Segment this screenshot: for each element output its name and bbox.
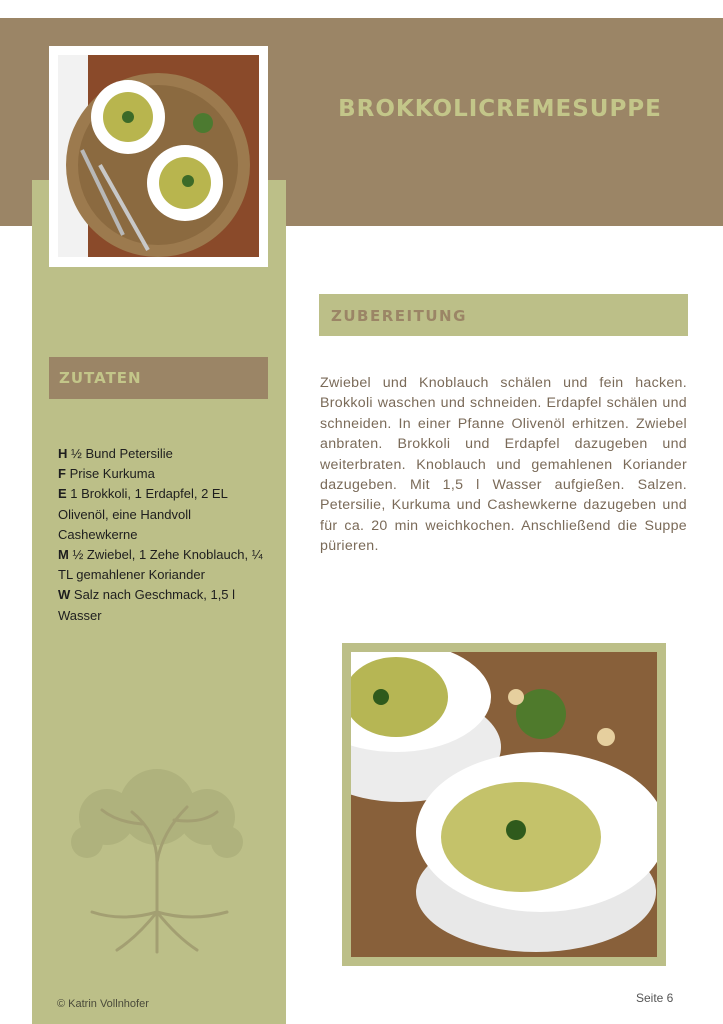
preparation-header: [319, 294, 688, 336]
tree-of-life-watermark: [62, 762, 252, 957]
copyright-note: © Katrin Vollnhofer: [57, 998, 149, 1010]
ingredient-item: H ½ Bund Petersilie: [58, 446, 173, 461]
soup-bowl-photo-bottom: [351, 652, 657, 957]
ingredient-item: W Salz nach Geschmack, 1,5 l Wasser: [58, 587, 236, 623]
preparation-heading: ZUBEREITUNG: [331, 307, 467, 325]
ingredient-item: F Prise Kurkuma: [58, 466, 155, 482]
page-number: Seite 6: [636, 991, 674, 1005]
ingredients-list: [58, 444, 273, 626]
bottom-photo-frame: [342, 643, 666, 966]
ingredient-item: E 1 Brokkoli, 1 Erdapfel, 2 EL Olivenöl, eine Handvoll Cashewkerne: [58, 486, 228, 542]
recipe-title: BROKKOLICREMESUPPE: [338, 96, 662, 122]
top-photo-frame: [49, 46, 268, 267]
ingredient-item: M ½ Zwiebel, 1 Zehe Knoblauch, ¼ TL gemahlener Koriander: [58, 547, 263, 583]
soup-bowls-photo-top: [58, 55, 259, 257]
preparation-text: Zwiebel und Knoblauch schälen und fein hacken. Brokkoli waschen und schneiden. Erdapfel schälen und schneiden. In einer Pfanne Olivenöl erhitzen. Zwiebel anbraten. Brokkoli und Erdapfel dazugeben und weiterbraten. Knoblauch und gemahlenen Koriander dazugeben. Mit 1,5 l Wasser aufgießen. Salzen. Petersilie, Kurkuma und Cashewkerne dazugeben und für ca. 20 min weichkochen. Anschließend die Suppe pürieren.: [320, 375, 687, 555]
ingredients-header: [49, 357, 268, 399]
ingredients-heading: ZUTATEN: [59, 369, 142, 387]
